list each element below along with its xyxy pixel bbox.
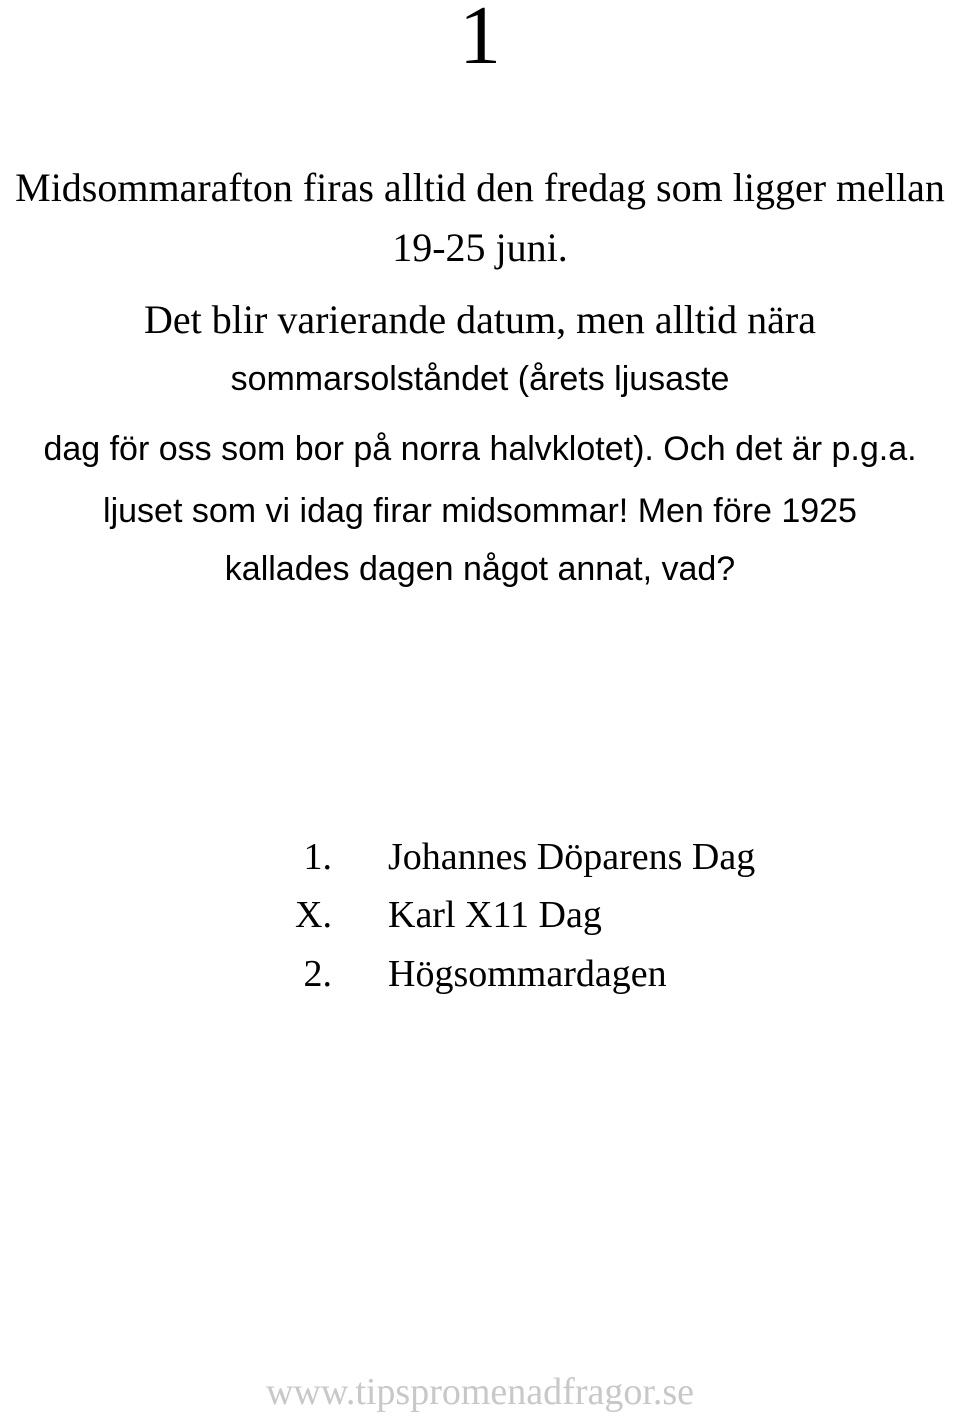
question-line: 19-25 juni. xyxy=(392,225,568,270)
option-text: Högsommardagen xyxy=(388,953,667,995)
question-number: 1 xyxy=(459,0,501,82)
question-line: kallades dagen något annat, vad? xyxy=(224,550,736,588)
option-key: X. xyxy=(295,894,332,936)
website-footer: www.tipspromenadfragor.se xyxy=(265,1371,695,1413)
option-text: Johannes Döparens Dag xyxy=(388,836,756,878)
question-line: ljuset som vi idag firar midsommar! Men före 1925 xyxy=(103,492,857,530)
option-key: 1. xyxy=(303,836,332,878)
question-line: sommarsolståndet (årets ljusaste xyxy=(230,360,730,398)
option-key: 2. xyxy=(303,953,332,995)
question-line: Midsommarafton firas alltid den fredag som ligger mellan xyxy=(15,165,945,210)
question-line: Det blir varierande datum, men alltid nära xyxy=(144,297,816,342)
question-line: dag för oss som bor på norra halvklotet). Och det är p.g.a. xyxy=(43,430,917,468)
option-text: Karl X11 Dag xyxy=(388,894,602,936)
